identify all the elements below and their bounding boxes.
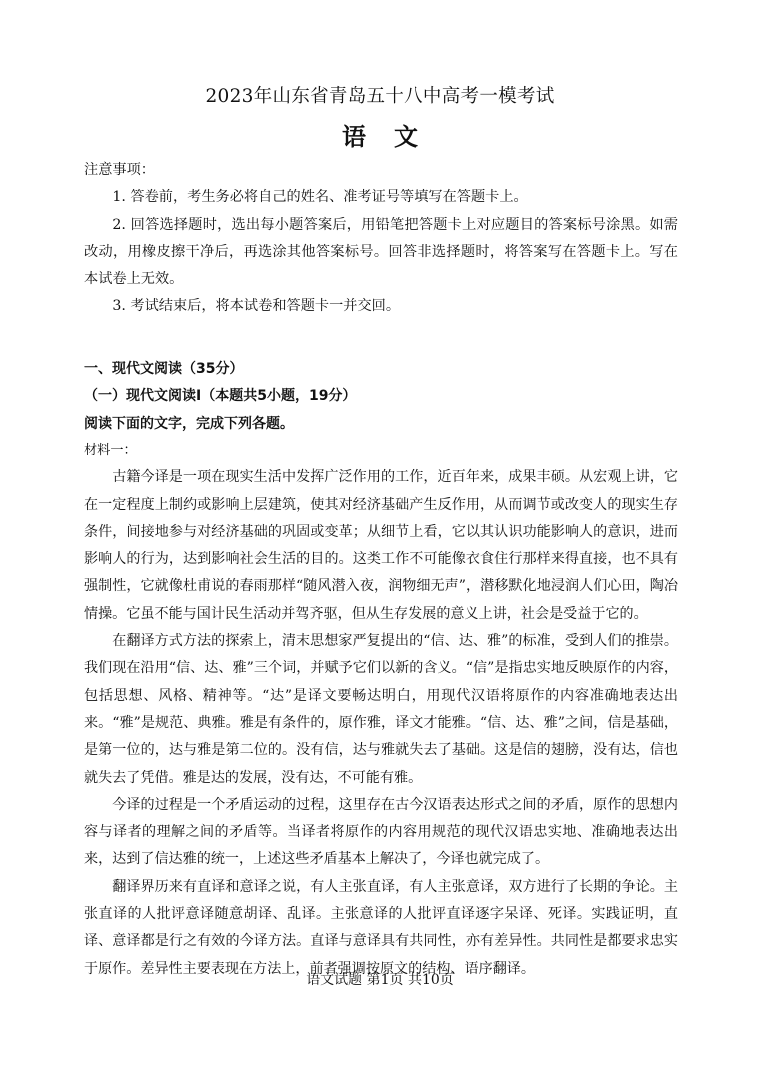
exam-title: 2023年山东省青岛五十八中高考一模考试	[205, 86, 555, 107]
section-subheading: （一）现代文阅读Ⅰ（本题共5小题，19分）	[84, 388, 357, 405]
material-label: 材料一：	[84, 443, 137, 459]
section-heading: 一、现代文阅读（35分）	[84, 360, 244, 377]
page-footer: 语文试题 第1页 共10页	[306, 972, 454, 988]
subject-title: 语文	[342, 123, 446, 151]
notice-item-2: 2. 回答选择题时，选出每小题答案后，用铅笔把答题卡上对应题目的答案标号涂黑。如需改动，用橡皮擦干净后，再选涂其他答案标号。回答非选择题时，将答案写在答题卡上。写在本试卷上无效。	[84, 216, 678, 288]
notice-item-1: 1. 答卷前，考生务必将自己的姓名、准考证号等填写在答题卡上。	[112, 189, 528, 206]
body-paragraph-2: 在翻译方式方法的探索上，清末思想家严复提出的“信、达、雅”的标准，受到人们的推崇。我们现在沿用“信、达、雅”三个词，并赋予它们以新的含义。“信”是指忠实地反映原作的内容，包括思想、风格、精神等。“达”是译文要畅达明白，用现代汉语将原作的内容准确地表达出来。“雅”是规范、典雅。雅是有条件的，原作雅，译文才能雅。“信、达、雅”之间，信是基础，是第一位的，达与雅是第二位的。没有信，达与雅就失去了基础。这是信的翅膀，没有达，信也就失去了凭借。雅是达的发展，没有达，不可能有雅。	[84, 633, 678, 786]
body-paragraph-4: 翻译界历来有直译和意译之说，有人主张直译，有人主张意译，双方进行了长期的争论。主张直译的人批评意译随意胡译、乱译。主张意译的人批评直译逐字呆译、死译。实践证明，直译、意译都是行之有效的今译方法。直译与意译具有共同性，亦有差异性。共同性是都要求忠实于原作。差异性主要表现在方法上，前者强调按原文的结构、语序翻译。	[84, 878, 678, 977]
reading-instruction: 阅读下面的文字，完成下列各题。	[84, 415, 294, 432]
section-spacer	[84, 321, 678, 356]
body-paragraph-3: 今译的过程是一个矛盾运动的过程，这里存在古今汉语表达形式之间的矛盾，原作的思想内容与译者的理解之间的矛盾等。当译者将原作的内容用规范的现代汉语忠实地、准确地表达出来，达到了信达雅的统一，上述这些矛盾基本上解决了，今译也就完成了。	[84, 796, 678, 868]
notice-item-3: 3. 考试结束后，将本试卷和答题卡一并交回。	[112, 298, 401, 315]
notice-heading: 注意事项：	[84, 162, 155, 178]
body-paragraph-1: 古籍今译是一项在现实生活中发挥广泛作用的工作，近百年来，成果丰硕。从宏观上讲，它在一定程度上制约或影响上层建筑，使其对经济基础产生反作用，从而调节或改变人的现实生存条件，间接地参与对经济基础的巩固或变革；从细节上看，它以其认识功能影响人的意识，进而影响人的行为，达到影响社会生活的目的。这类工作不可能像衣食住行那样来得直接，也不具有强制性，它就像杜甫说的春雨那样“随风潜入夜，润物细无声”，潜移默化地浸润人们心田，陶冶情操。它虽不能与国计民生活动并驾齐驱，但从生存发展的意义上讲，社会是受益于它的。	[84, 469, 678, 622]
page-content	[84, 157, 678, 983]
